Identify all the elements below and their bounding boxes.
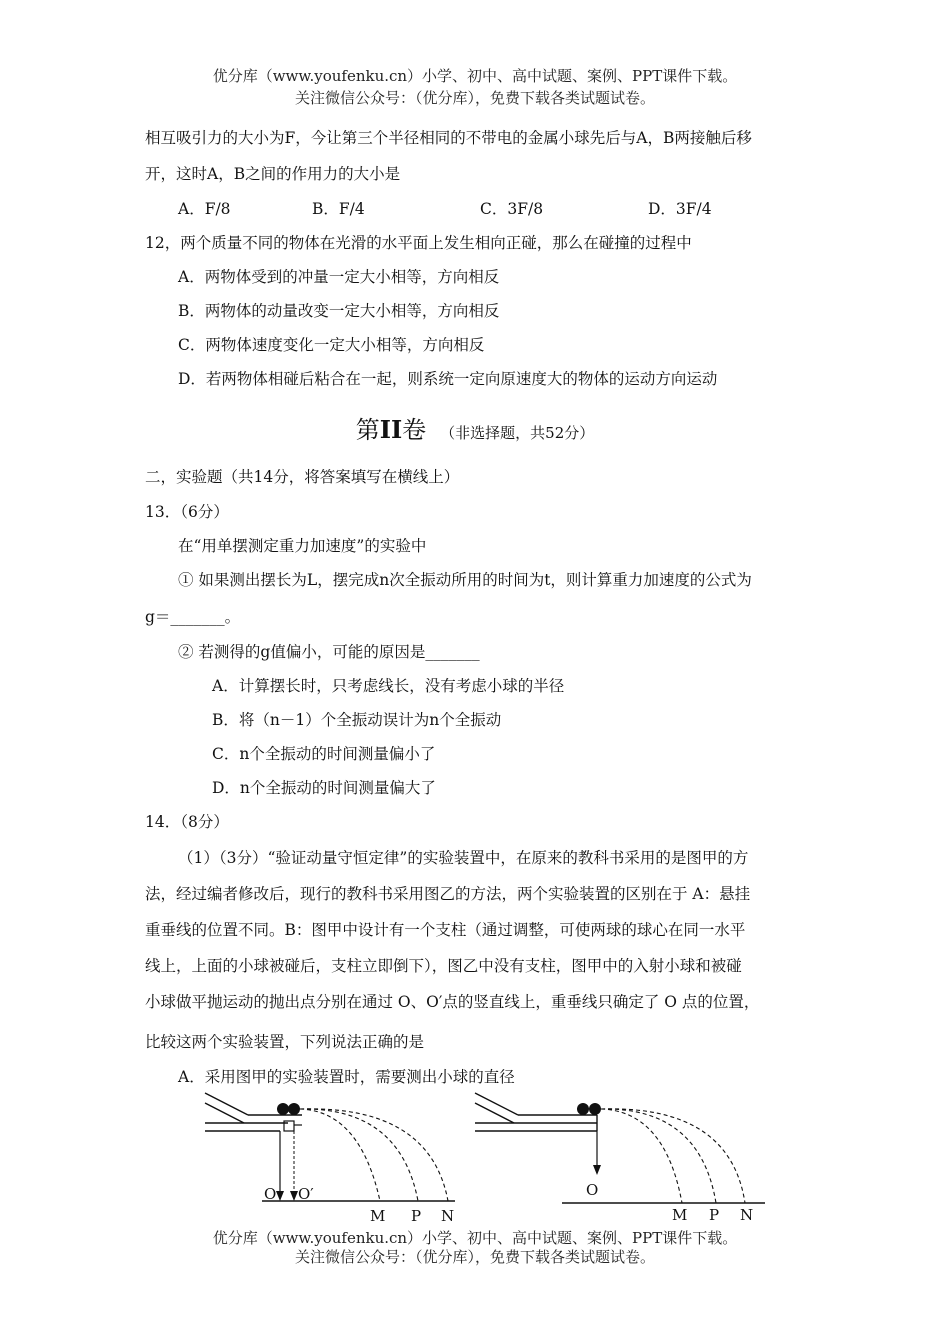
footer-line-1: 优分库（www.youfenku.cn）小学、初中、高中试题、案例、PPT课件下载。 [212, 1229, 738, 1247]
q13-option-a: A．计算摆长时，只考虑线长，没有考虑小球的半径 [212, 677, 565, 695]
right-ramp-bottom [475, 1103, 514, 1123]
left-trajectory-p [300, 1109, 418, 1201]
left-label-m: M [370, 1207, 386, 1225]
q12-option-a: A．两物体受到的冲量一定大小相等，方向相反 [178, 268, 500, 286]
header-line-1: 优分库（www.youfenku.cn）小学、初中、高中试题、案例、PPT课件下载。 [212, 67, 738, 85]
q11-option-d: D．3F/4 [648, 200, 712, 218]
q12-stem: 12，两个质量不同的物体在光滑的水平面上发生相向正碰，那么在碰撞的过程中 [145, 234, 692, 252]
q14-label: 14．（8分） [145, 813, 229, 831]
q14-para-line-4: 线上，上面的小球被碰后，支柱立即倒下），图乙中没有支柱，图甲中的入射小球和被碰 [145, 957, 742, 975]
left-ramp-top [205, 1093, 248, 1115]
q13-sub1-line-2: g＝_______。 [145, 608, 241, 626]
section-title-roman: II [379, 415, 403, 444]
right-trajectory-m [601, 1109, 682, 1203]
experiment-figures [0, 1085, 950, 1230]
section-title-prefix: 第 [355, 416, 380, 444]
left-incident-ball [277, 1103, 289, 1115]
right-ramp-top [475, 1093, 518, 1115]
q13-option-d: D．n个全振动的时间测量偏大了 [212, 779, 436, 797]
section-title [0, 410, 950, 445]
right-trajectory-n [601, 1109, 745, 1203]
header-line-2: 关注微信公众号：（优分库），免费下载各类试题试卷。 [294, 89, 655, 107]
left-label-n: N [441, 1207, 455, 1225]
q13-option-b: B．将（n－1）个全振动误计为n个全振动 [212, 711, 502, 729]
figure-left [205, 1093, 455, 1225]
right-label-m: M [672, 1206, 688, 1224]
q13-sub2: ② 若测得的g值偏小，可能的原因是_______ [178, 643, 480, 661]
section-title-note: （非选择题，共52分） [440, 424, 595, 442]
q13-label: 13．（6分） [145, 503, 229, 521]
q11-text-line-2: 开，这时A，B之间的作用力的大小是 [145, 165, 401, 183]
figure-right [475, 1093, 765, 1224]
left-label-p: P [411, 1207, 422, 1225]
left-target-ball [288, 1103, 300, 1115]
left-plumb-arrow-o [276, 1191, 284, 1201]
right-trajectory-p [601, 1109, 716, 1203]
q14-para-line-2: 法，经过编者修改后，现行的教科书采用图乙的方法，两个实验装置的区别在于 A：悬挂 [145, 885, 751, 903]
left-plumb-arrow-o-prime [290, 1191, 298, 1201]
q11-option-a: A．F/8 [178, 200, 231, 218]
right-label-n: N [740, 1206, 754, 1224]
left-trajectory-n [300, 1109, 448, 1201]
q14-para-line-6: 比较这两个实验装置，下列说法正确的是 [145, 1033, 425, 1051]
q14-option-a: A．采用图甲的实验装置时，需要测出小球的直径 [178, 1068, 515, 1086]
left-label-o-prime: O′ [298, 1185, 314, 1203]
q14-para-line-3: 重垂线的位置不同。B：图甲中设计有一个支柱（通过调整，可使两球的球心在同一水平 [145, 921, 746, 939]
right-plumb-arrow [593, 1165, 601, 1175]
footer-line-2: 关注微信公众号：（优分库），免费下载各类试题试卷。 [294, 1248, 655, 1266]
left-ramp-bottom [205, 1103, 244, 1123]
section-title-suffix: 卷 [402, 416, 427, 444]
right-label-p: P [709, 1206, 720, 1224]
right-target-ball [589, 1103, 601, 1115]
right-incident-ball [577, 1103, 589, 1115]
right-label-o: O [586, 1181, 599, 1199]
left-label-o: O [264, 1185, 277, 1203]
q13-option-c: C．n个全振动的时间测量偏小了 [212, 745, 436, 763]
q11-option-b: B．F/4 [312, 200, 365, 218]
q12-option-c: C．两物体速度变化一定大小相等，方向相反 [178, 336, 485, 354]
q12-option-b: B．两物体的动量改变一定大小相等，方向相反 [178, 302, 500, 320]
q12-option-d: D．若两物体相碰后粘合在一起，则系统一定向原速度大的物体的运动方向运动 [178, 370, 718, 388]
q11-text-line-1: 相互吸引力的大小为F，今让第三个半径相同的不带电的金属小球先后与A，B两接触后移 [145, 129, 752, 147]
q14-para-line-5: 小球做平抛运动的抛出点分别在通过 O、O′点的竖直线上，重垂线只确定了 O 点的位置， [145, 993, 760, 1011]
q13-intro: 在“用单摆测定重力加速度”的实验中 [178, 537, 427, 555]
part2-heading: 二，实验题（共14分，将答案填写在横线上） [145, 468, 460, 486]
q14-para-line-1: （1）（3分）“验证动量守恒定律”的实验装置中，在原来的教科书采用的是图甲的方 [178, 849, 749, 867]
q13-sub1-line-1: ① 如果测出摆长为L，摆完成n次全振动所用的时间为t，则计算重力加速度的公式为 [178, 571, 752, 589]
q11-option-c: C．3F/8 [480, 200, 544, 218]
